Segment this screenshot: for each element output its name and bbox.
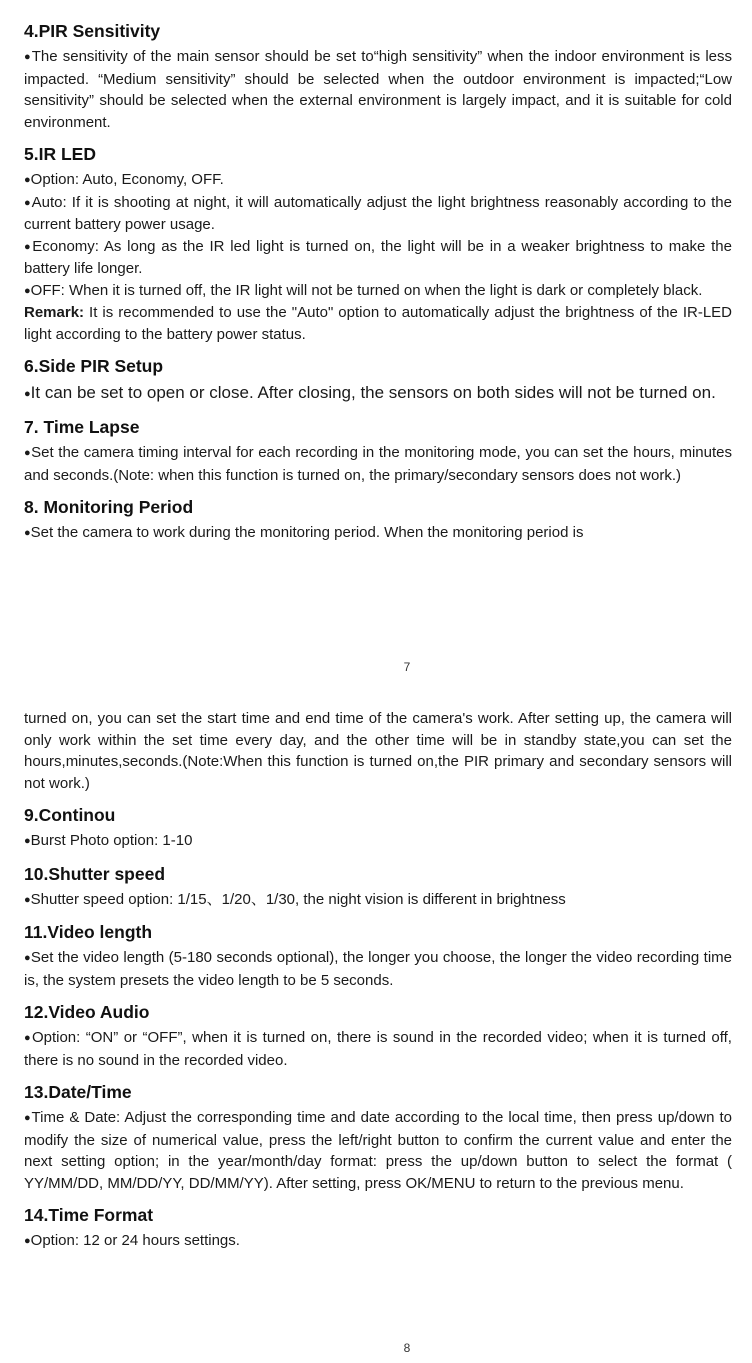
section-pir-sensitivity [24, 20, 732, 133]
paragraph: ● Time & Date: Adjust the corresponding time and date according to the local time, then press up/down to modify the size of numerical value, press the left/right button to confirm the current value and enter the next setting option; in the year/month/day format: press the up/down button to select the format ( YY/MM/DD, MM/DD/YY, DD/MM/YY). After setting, press OK/MENU to return to the previous menu. [24, 1107, 732, 1194]
paragraph: ● Option: 12 or 24 hours settings. [24, 1230, 732, 1253]
paragraph: ● Option: Auto, Economy, OFF. [24, 169, 732, 192]
paragraph: ● The sensitivity of the main sensor should be set to“high sensitivity” when the indoor environment is less impacted. “Medium sensitivity” should be selected when the outdoor environment is impacted;“Low sensitivity” should be selected when the external environment is largely impact, and it is suitable for cold environment. [24, 46, 732, 133]
paragraph: ● Set the camera to work during the monitoring period. When the monitoring period is [24, 522, 732, 545]
paragraph: ● OFF: When it is turned off, the IR light will not be turned on when the light is dark or completely black. [24, 280, 732, 303]
section-heading: 5.IR LED [24, 144, 96, 164]
section-monitoring-period [24, 496, 732, 545]
section-side-pir-setup [24, 355, 732, 406]
section-heading: 6.Side PIR Setup [24, 356, 164, 376]
paragraph: ● Burst Photo option: 1-10 [24, 830, 732, 853]
manual-page-8 [24, 708, 732, 1263]
monitoring-period-continuation [24, 708, 732, 794]
section-heading: 10.Shutter speed [24, 863, 166, 884]
manual-page-7 [24, 20, 732, 555]
paragraph: ● Set the camera timing interval for each recording in the monitoring mode, you can set the hours, minutes and seconds.(Note: when this function is turned on, the primary/secondary sensors does not work.) [24, 442, 732, 486]
section-continuous [24, 804, 732, 853]
section-heading: 7. Time Lapse [24, 417, 140, 437]
paragraph: ● Auto: If it is shooting at night, it will automatically adjust the light brightness reasonably according to the current battery power usage. [24, 192, 732, 236]
section-video-audio [24, 1001, 732, 1071]
section-shutter-speed [24, 863, 732, 912]
remark-text: It is recommended to use the "Auto" option to automatically adjust the brightness of the IR-LED light according to the battery power status. [24, 304, 732, 343]
page-number: 8 [403, 1341, 411, 1355]
paragraph: ● Option: “ON” or “OFF”, when it is turned on, there is sound in the recorded video; when it is turned off, there is no sound in the recorded video. [24, 1027, 732, 1071]
section-time-lapse [24, 416, 732, 486]
section-video-length [24, 921, 732, 991]
page-number: 7 [403, 660, 411, 674]
paragraph: ● Set the video length (5-180 seconds optional), the longer you choose, the longer the video recording time is, the system presets the video length to be 5 seconds. [24, 947, 732, 991]
section-heading: 8. Monitoring Period [24, 497, 194, 517]
section-heading: 4.PIR Sensitivity [24, 21, 161, 41]
paragraph: ● Shutter speed option: 1/15、1/20、1/30, the night vision is different in brightness [24, 889, 732, 912]
section-heading: 14.Time Format [24, 1205, 154, 1225]
section-ir-led [24, 143, 732, 345]
section-time-format [24, 1204, 732, 1253]
remark-paragraph [24, 302, 732, 345]
paragraph: ● It can be set to open or close. After closing, the sensors on both sides will not be turned on. [24, 381, 732, 406]
paragraph: turned on, you can set the start time and end time of the camera's work. After setting up, the camera will only work within the set time every day, and the other time will be in standby state,you can set the hours,minutes,seconds.(Note:When this function is turned on,the PIR primary and secondary sensors will not work.) [24, 710, 732, 792]
section-heading: 9.Continou [24, 805, 116, 825]
remark-label: Remark: [24, 304, 85, 321]
section-heading: 12.Video Audio [24, 1002, 150, 1022]
section-heading: 11.Video length [24, 922, 153, 942]
section-date-time [24, 1081, 732, 1194]
paragraph: ● Economy: As long as the IR led light is turned on, the light will be in a weaker brightness to make the battery life longer. [24, 236, 732, 280]
section-heading: 13.Date/Time [24, 1082, 132, 1102]
